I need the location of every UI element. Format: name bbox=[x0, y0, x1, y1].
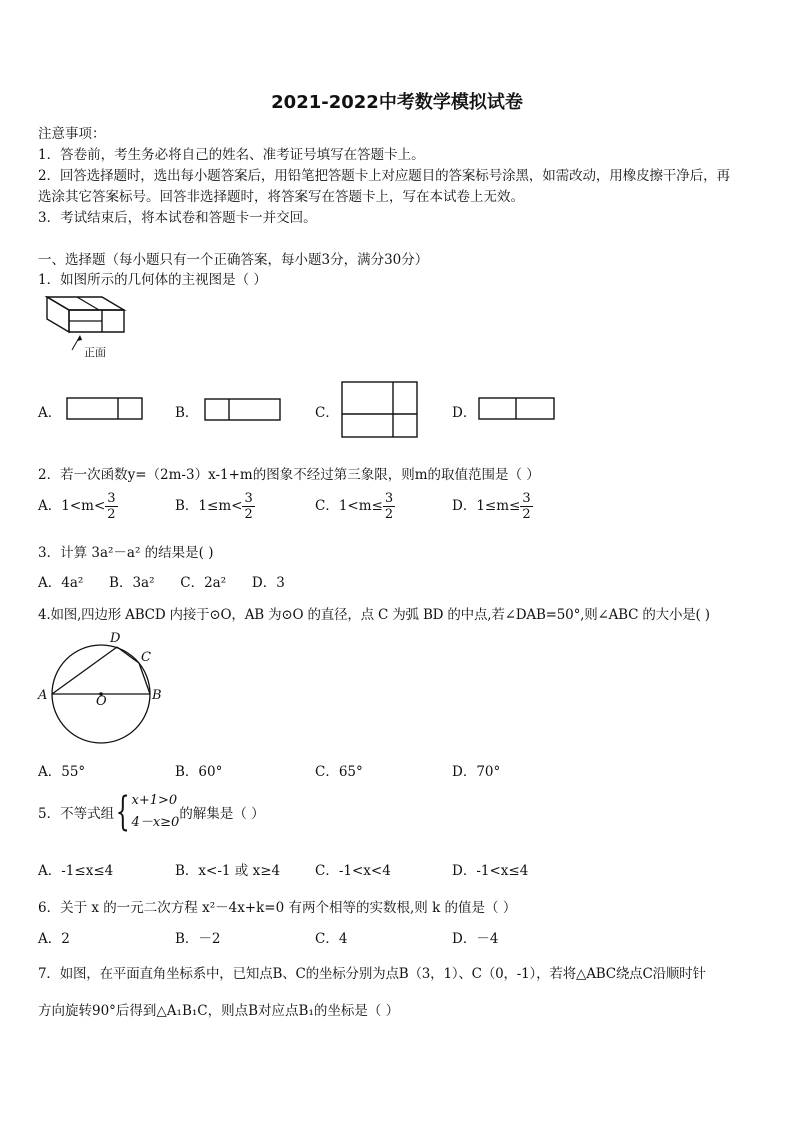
notice-heading: 注意事项： bbox=[38, 126, 106, 142]
q2-option-c-denominator: 2 bbox=[384, 507, 394, 522]
q5-inequality-system bbox=[132, 790, 180, 834]
question-6-stem: 6．关于 x 的一元二次方程 x²－4x+k=0 有两个相等的实数根,则 k 的值是（ ） bbox=[38, 900, 517, 916]
q5-option-a[interactable]: A．-1≤x≤4 bbox=[38, 863, 114, 879]
notice-item: 选涂其它答案标号。回答非选择题时，将答案写在答题卡上，写在本试卷上无效。 bbox=[38, 189, 524, 205]
q2-option-c[interactable] bbox=[315, 491, 395, 522]
question-7-stem-line-2: 方向旋转90°后得到△A₁B₁C，则点B对应点B₁的坐标是（ ） bbox=[38, 1003, 400, 1019]
q2-option-a-denominator: 2 bbox=[107, 507, 116, 522]
q6-option-d[interactable]: D．－4 bbox=[452, 931, 499, 947]
q5-inequality-1: x+1>0 bbox=[131, 793, 178, 808]
q2-option-c-numerator: 3 bbox=[384, 491, 394, 506]
page-title: 2021-2022中考数学模拟试卷 bbox=[271, 92, 523, 113]
q2-option-a-label: A．1<m< bbox=[38, 498, 106, 514]
q1-option-b-figure bbox=[204, 398, 282, 422]
q1-option-c-figure bbox=[341, 381, 419, 439]
q5-option-b[interactable]: B．x<-1 或 x≥4 bbox=[175, 863, 281, 879]
notice-item: 2．回答选择题时，选出每小题答案后，用铅笔把答题卡上对应题目的答案标号涂黑，如需改动，用橡皮擦干净后，再 bbox=[38, 168, 730, 184]
notice-item: 1．答卷前，考生务必将自己的姓名、准考证号填写在答题卡上。 bbox=[38, 147, 425, 163]
q3-options[interactable]: A．4a² B．3a² C．2a² D．3 bbox=[38, 575, 285, 591]
question-2-stem: 2．若一次函数y=（2m-3）x-1+m的图象不经过第三象限，则m的取值范围是（ ） bbox=[38, 467, 540, 483]
q4-label-c: C bbox=[141, 650, 151, 665]
section-heading: 一、选择题（每小题只有一个正确答案，每小题3分，满分30分） bbox=[38, 252, 429, 268]
q2-option-d-label: D．1≤m≤ bbox=[452, 498, 521, 514]
question-1-stem: 1．如图所示的几何体的主视图是（ ） bbox=[38, 272, 267, 288]
q5-option-c[interactable]: C．-1<x<4 bbox=[315, 863, 391, 879]
q2-option-b[interactable] bbox=[175, 491, 255, 522]
q2-option-b-denominator: 2 bbox=[244, 507, 253, 522]
notice-item: 3．考试结束后，将本试卷和答题卡一并交回。 bbox=[38, 210, 317, 226]
q2-option-d-numerator: 3 bbox=[522, 491, 531, 506]
question-3-stem: 3．计算 3a²－a² 的结果是( ) bbox=[38, 545, 214, 561]
q4-option-c[interactable]: C．65° bbox=[315, 764, 363, 780]
q1-option-a[interactable]: A． bbox=[38, 405, 62, 421]
q2-option-d[interactable] bbox=[452, 491, 533, 522]
q1-figure-label: 正面 bbox=[84, 346, 106, 359]
q5-inequality-2: 4－x≥0 bbox=[131, 815, 180, 830]
question-4-stem: 4.如图,四边形 ABCD 内接于⊙O，AB 为⊙O 的直径，点 C 为弧 BD 的中点,若∠DAB=50°,则∠ABC 的大小是( ) bbox=[38, 607, 710, 623]
q2-option-b-label: B．1≤m< bbox=[175, 498, 243, 514]
q4-label-b: B bbox=[152, 688, 162, 703]
q1-option-a-figure bbox=[66, 397, 144, 421]
question-7-stem-line-1: 7．如图，在平面直角坐标系中，已知点B、C的坐标分别为点B（3，1）、C（0，-1），若将△ABC绕点C沿顺时针 bbox=[38, 966, 706, 982]
q1-option-d-figure bbox=[478, 397, 556, 421]
q4-label-o: O bbox=[96, 694, 107, 709]
q5-stem-prefix: 5．不等式组 bbox=[38, 806, 115, 822]
q1-option-b[interactable]: B． bbox=[175, 405, 199, 421]
q1-option-c[interactable]: C． bbox=[315, 405, 339, 421]
q5-stem-suffix: 的解集是（ ） bbox=[179, 806, 265, 822]
q5-brace: { bbox=[115, 789, 130, 835]
q1-option-d[interactable]: D． bbox=[452, 405, 477, 421]
q6-option-c[interactable]: C．4 bbox=[315, 931, 348, 947]
q4-option-a[interactable]: A．55° bbox=[38, 764, 86, 780]
q4-circle-figure bbox=[36, 630, 166, 746]
q2-option-d-denominator: 2 bbox=[522, 507, 531, 522]
q6-option-a[interactable]: A．2 bbox=[38, 931, 70, 947]
q6-option-b[interactable]: B．－2 bbox=[175, 931, 221, 947]
q2-option-a-numerator: 3 bbox=[107, 491, 116, 506]
q2-option-b-numerator: 3 bbox=[244, 491, 253, 506]
q4-option-d[interactable]: D．70° bbox=[452, 764, 501, 780]
q2-option-a[interactable] bbox=[38, 491, 118, 522]
q4-label-a: A bbox=[38, 688, 48, 703]
question-5-stem bbox=[38, 790, 265, 834]
q2-option-c-label: C．1<m≤ bbox=[315, 498, 383, 514]
q4-option-b[interactable]: B．60° bbox=[175, 764, 223, 780]
q4-label-d: D bbox=[110, 631, 121, 646]
q5-option-d[interactable]: D．-1<x≤4 bbox=[452, 863, 529, 879]
